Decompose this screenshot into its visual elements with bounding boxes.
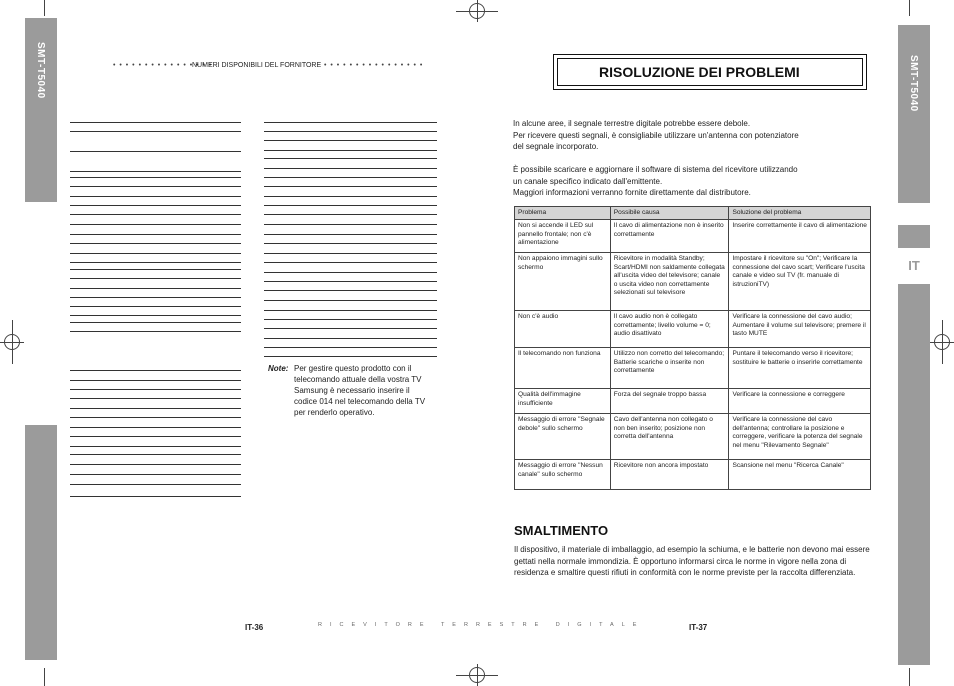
cell-cause: Utilizzo non corretto del telecomando; Batterie scariche o inserite non correttamente (610, 348, 729, 389)
provider-list-title: NUMERI DISPONIBILI DEL FORNITORE (192, 62, 322, 69)
table-rule-line (264, 338, 437, 339)
table-rule-line (264, 168, 437, 169)
table-rule-line (70, 278, 241, 279)
table-rule-line (264, 310, 437, 311)
table-header-row (515, 207, 871, 220)
table-rule-line (70, 408, 241, 409)
table-rule-line (70, 243, 241, 244)
table-rule-line (70, 214, 241, 215)
table-rule-line (70, 496, 241, 497)
page-title: RISOLUZIONE DEI PROBLEMI (557, 58, 863, 86)
footer-text: RICEVITORE TERRESTRE DIGITALE (318, 622, 645, 628)
table-rule-line (70, 306, 241, 307)
table-rule-line (70, 297, 241, 298)
troubleshooting-title-box (553, 54, 867, 90)
right-side-tab (898, 25, 930, 203)
intro-line (513, 153, 843, 165)
table-rule-line (70, 370, 241, 371)
table-rule-line (264, 150, 437, 151)
header-dots-left: • • • • • • • • • • • • • • • • (113, 62, 213, 69)
table-rule-line (264, 224, 437, 225)
cell-problem: Non si accende il LED sul pannello frontale; non c'è alimentazione (515, 220, 611, 253)
left-side-tab (25, 18, 57, 202)
cell-solution: Inserire correttamente il cavo di alimentazione (729, 220, 871, 253)
table-rule-line (264, 243, 437, 244)
table-rule-line (70, 380, 241, 381)
intro-line: Maggiori informazioni verranno fornite direttamente dal distributore. (513, 188, 751, 197)
cell-solution: Verificare la connessione del cavo dell'antenna; controllare la posizione e correggere, verificare la potenza del segnale nel menu "Rilevamento Segnale" (729, 414, 871, 460)
cell-solution: Puntare il telecomando verso il ricevitore; sostituire le batterie o inserirle correttamente (729, 348, 871, 389)
header-solution: Soluzione del problema (729, 207, 871, 220)
right-side-tab-lower (898, 225, 930, 665)
crop-mark (909, 0, 910, 16)
note-text: Per gestire questo prodotto con il telecomando attuale della vostra TV Samsung è necessario inserire il codice 014 nel telecomando della TV per renderlo operativo. (294, 364, 426, 417)
table-rule-line (70, 288, 241, 289)
cell-problem: Non appaiono immagini sullo schermo (515, 253, 611, 311)
table-row (515, 348, 871, 389)
table-rule-line (70, 315, 241, 316)
table-rule-line (264, 205, 437, 206)
table-rule-line (264, 319, 437, 320)
table-rule-line (70, 269, 241, 270)
model-label-left: SMT-T5040 (35, 42, 46, 99)
table-rule-line (70, 427, 241, 428)
table-rule-line (264, 122, 437, 123)
table-rule-line (264, 328, 437, 329)
table-rule-line (264, 234, 437, 235)
cell-problem: Qualità dell'immagine insufficiente (515, 389, 611, 414)
table-rule-line (264, 347, 437, 348)
registration-mark (469, 667, 485, 683)
table-rule-line (70, 454, 241, 455)
table-rule-line (264, 262, 437, 263)
table-rule-line (264, 281, 437, 282)
intro-line: del segnale incorporato. (513, 142, 599, 151)
page-number-right: IT-37 (689, 623, 708, 632)
table-rule-line (70, 224, 241, 225)
table-row (515, 414, 871, 460)
table-rule-line (70, 484, 241, 485)
table-rule-line (70, 417, 241, 418)
table-rule-line (70, 186, 241, 187)
table-row (515, 220, 871, 253)
header-dots-right: • • • • • • • • • • • • • • • • (324, 62, 424, 69)
table-rule-line (264, 300, 437, 301)
table-rule-line (70, 177, 241, 178)
table-rule-line (70, 196, 241, 197)
table-rule-line (70, 122, 241, 123)
cell-cause: Forza del segnale troppo bassa (610, 389, 729, 414)
cell-cause: Ricevitore non ancora impostato (610, 460, 729, 490)
cell-problem: Il telecomando non funziona (515, 348, 611, 389)
table-rule-line (264, 290, 437, 291)
cell-solution: Scansione nel menu "Ricerca Canale" (729, 460, 871, 490)
model-label-right: SMT-T5040 (908, 55, 919, 112)
registration-mark (4, 334, 20, 350)
intro-line: Per ricevere questi segnali, è consigliabile utilizzare un'antenna con potenziatore (513, 130, 799, 140)
cell-solution: Verificare la connessione del cavo audio; Aumentare il volume sul televisore; premere il tasto MUTE (729, 311, 871, 348)
disposal-text: Il dispositivo, il materiale di imballaggio, ad esempio la schiuma, e le batterie non devono mai essere gettati nella normale immondizia. È opportuno informarsi circa le norme in vigore nella zona di residenza e smaltire questi rifiuti in conformità con le norme previste per la raccolta differenziata. (514, 545, 870, 577)
table-rule-line (264, 177, 437, 178)
cell-solution: Impostare il ricevitore su "On"; Verificare la connessione del cavo scart; Verificare l'uscita canale e video sul TV (fr. manuale di istruzioniTV) (729, 253, 871, 311)
disposal-title: SMALTIMENTO (514, 523, 609, 538)
intro-line: un canale specifico indicato dall'emittente. (513, 176, 663, 186)
table-rule-line (70, 253, 241, 254)
language-tab: IT (898, 248, 930, 284)
cell-solution: Verificare la connessione e correggere (729, 389, 871, 414)
registration-mark (934, 334, 950, 350)
crop-mark (909, 668, 910, 686)
table-rule-line (70, 234, 241, 235)
table-rule-line (70, 205, 241, 206)
page-number-left: IT-36 (245, 623, 264, 632)
table-rule-line (70, 464, 241, 465)
header-cause: Possibile causa (610, 207, 729, 220)
table-row (515, 311, 871, 348)
table-rule-line (264, 272, 437, 273)
table-rule-line (264, 356, 437, 357)
header-problem: Problema (515, 207, 611, 220)
table-rule-line (70, 389, 241, 390)
troubleshooting-table (514, 206, 871, 490)
table-row (515, 389, 871, 414)
table-rule-line (264, 131, 437, 132)
table-row (515, 253, 871, 311)
intro-line: In alcune aree, il segnale terrestre digitale potrebbe essere debole. (513, 119, 751, 128)
cell-cause: Ricevitore in modalità Standby; Scart/HDMI non saldamente collegata all'uscita video del televisore; canale o uscita video non correttamente selezionati sul televisore (610, 253, 729, 311)
cell-cause: Il cavo audio non è collegato correttamente; livello volume = 0; audio disattivato (610, 311, 729, 348)
table-rule-line (70, 262, 241, 263)
table-rule-line (264, 214, 437, 215)
intro-text (513, 118, 843, 199)
table-rule-line (264, 186, 437, 187)
table-rule-line (264, 196, 437, 197)
table-rule-line (70, 398, 241, 399)
crop-mark (44, 668, 45, 686)
table-rule-line (70, 446, 241, 447)
table-rule-line (264, 158, 437, 159)
cell-cause: Il cavo di alimentazione non è inserito correttamente (610, 220, 729, 253)
table-rule-line (70, 131, 241, 132)
table-rule-line (70, 331, 241, 332)
crop-mark (44, 0, 45, 16)
table-rule-line (264, 253, 437, 254)
table-rule-line (70, 474, 241, 475)
table-rule-line (264, 140, 437, 141)
cell-cause: Cavo dell'antenna non collegato o non ben inserito; posizione non corretta dell'antenna (610, 414, 729, 460)
cell-problem: Non c'è audio (515, 311, 611, 348)
left-side-tab-lower (25, 425, 57, 660)
cell-problem: Messaggio di errore "Nessun canale" sullo schermo (515, 460, 611, 490)
table-rule-line (70, 151, 241, 152)
table-rule-line (70, 171, 241, 172)
cell-problem: Messaggio di errore "Segnale debole" sullo schermo (515, 414, 611, 460)
intro-line: È possibile scaricare e aggiornare il software di sistema del ricevitore utilizzando (513, 165, 798, 174)
registration-mark (469, 3, 485, 19)
table-row (515, 460, 871, 490)
table-rule-line (70, 322, 241, 323)
note-label: Note: (268, 364, 289, 373)
table-rule-line (70, 436, 241, 437)
